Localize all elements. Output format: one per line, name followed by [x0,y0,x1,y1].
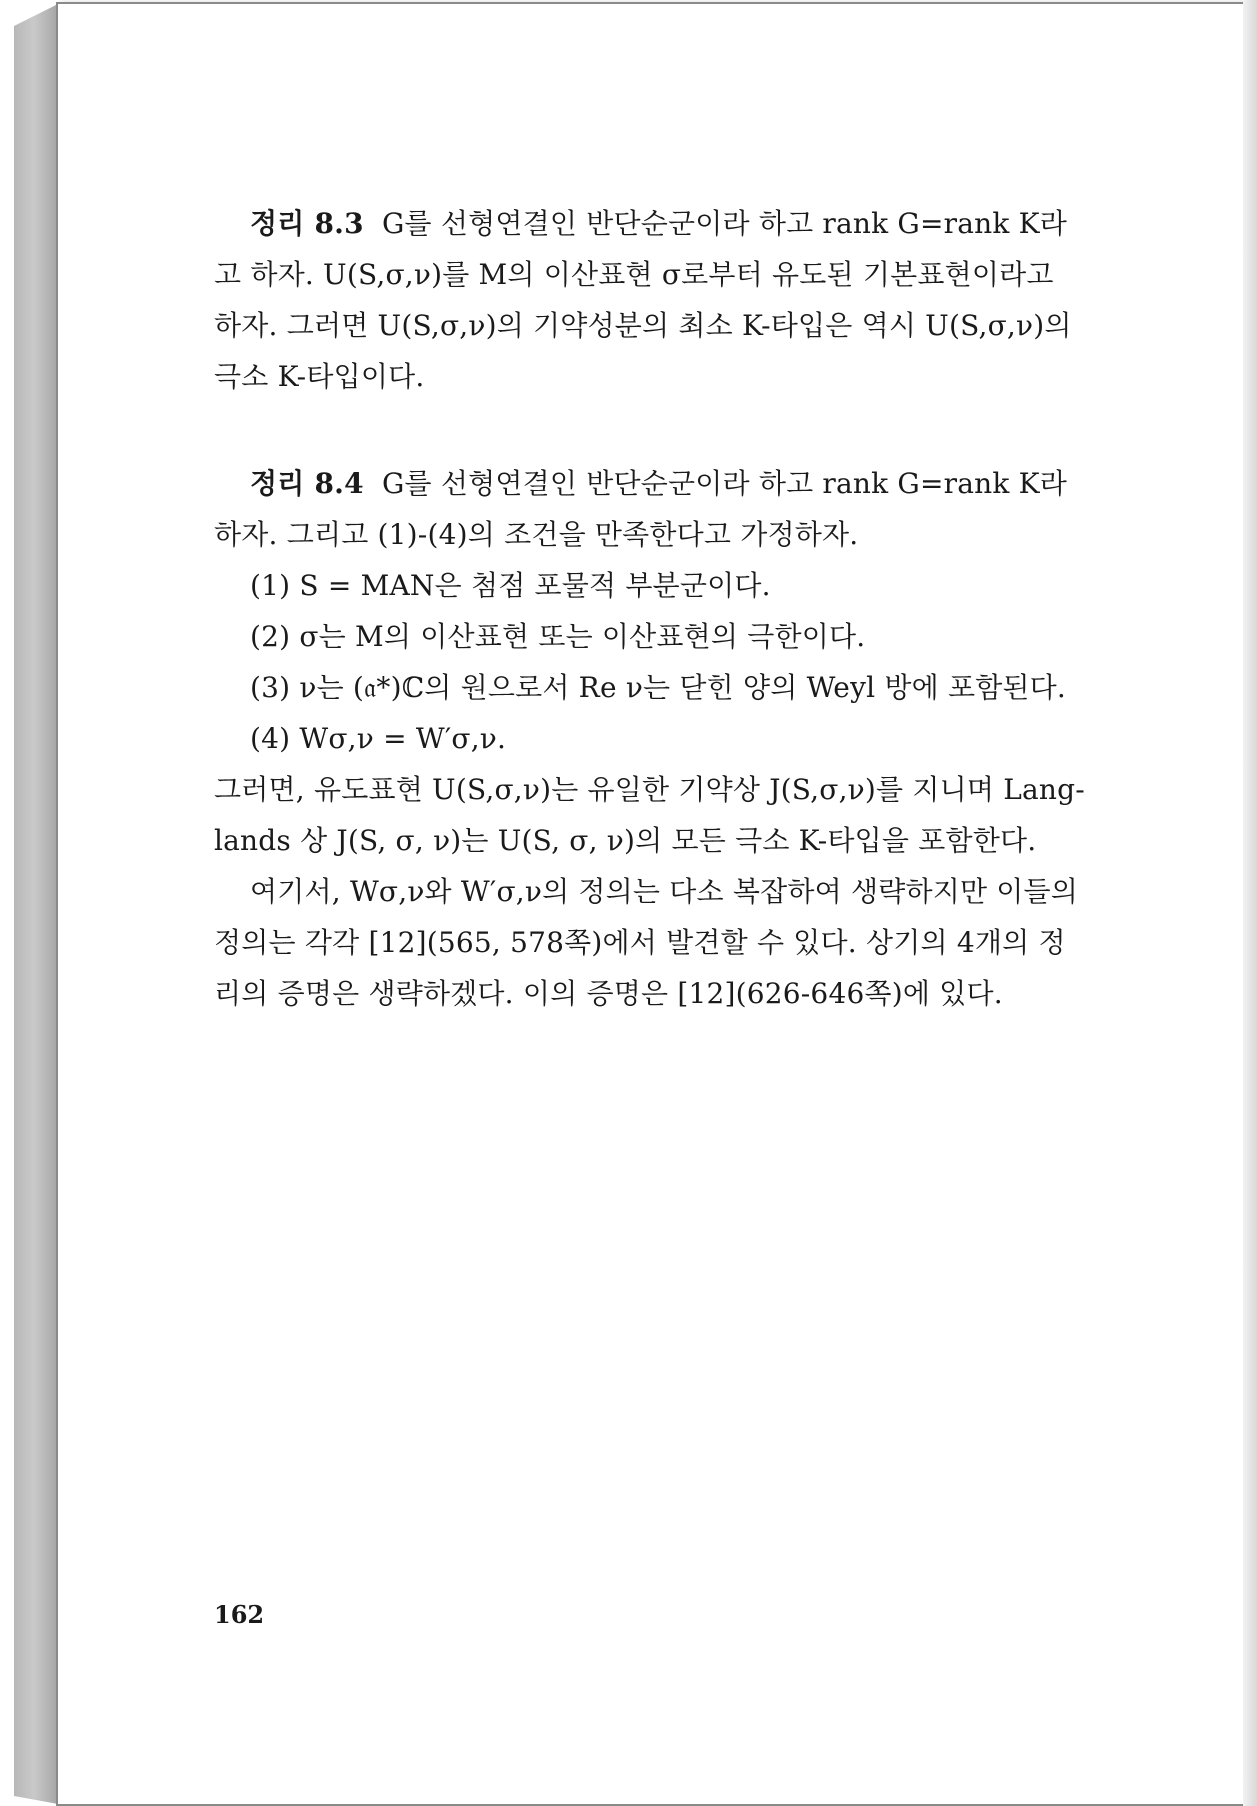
page-edge [1243,0,1257,1806]
remark-line-3: 리의 증명은 생략하겠다. 이의 증명은 [12](626-646쪽)에 있다. [214,977,1003,1010]
remark-line-1: 여기서, Wσ,ν와 W′σ,ν의 정의는 다소 복잡하여 생략하지만 이들의 [250,875,1079,908]
book-spine [14,4,58,1804]
condition-item-2: (2) σ는 M의 이산표현 또는 이산표현의 극한이다. [250,620,866,653]
theorem-8-3-label: 정리 8.3 [250,207,364,240]
theorem-8-4-line-2: 하자. 그리고 (1)-(4)의 조건을 만족한다고 가정하자. [214,518,859,551]
theorem-8-4-label: 정리 8.4 [250,467,364,500]
theorem-8-4-conclusion-2: lands 상 J(S, σ, ν)는 U(S, σ, ν)의 모든 극소 K-타입을 포함한다. [214,824,1037,857]
theorem-8-4-text-1: G를 선형연결인 반단순군이라 하고 rank G=rank K라 [381,467,1067,500]
theorem-8-3-line-2: 고 하자. U(S,σ,ν)를 M의 이산표현 σ로부터 유도된 기본표현이라고 [214,258,1054,291]
condition-item-4: (4) Wσ,ν = W′σ,ν. [250,722,507,755]
paragraph-gap [214,402,1118,458]
page-number: 162 [214,1600,265,1629]
remark-line-2: 정의는 각각 [12](565, 578쪽)에서 발견할 수 있다. 상기의 4개의 정 [214,926,1066,959]
theorem-8-4-conclusion-1: 그러면, 유도표현 U(S,σ,ν)는 유일한 기약상 J(S,σ,ν)를 지니며 Lang- [214,773,1085,806]
condition-item-1: (1) S = MAN은 첨점 포물적 부분군이다. [250,569,771,602]
condition-item-3: (3) ν는 (𝔞*)ℂ의 원으로서 Re ν는 닫힌 양의 Weyl 방에 포함된다. [250,671,1067,704]
text-block [214,198,1118,1019]
theorem-8-3-line-4: 극소 K-타입이다. [214,360,425,393]
theorem-8-3-text-1: G를 선형연결인 반단순군이라 하고 rank G=rank K라 [381,207,1067,240]
theorem-8-4-line-1 [214,458,1118,509]
theorem-8-3-line-1 [214,198,1118,249]
theorem-8-3-line-3: 하자. 그러면 U(S,σ,ν)의 기약성분의 최소 K-타입은 역시 U(S,σ,ν)의 [214,309,1072,342]
